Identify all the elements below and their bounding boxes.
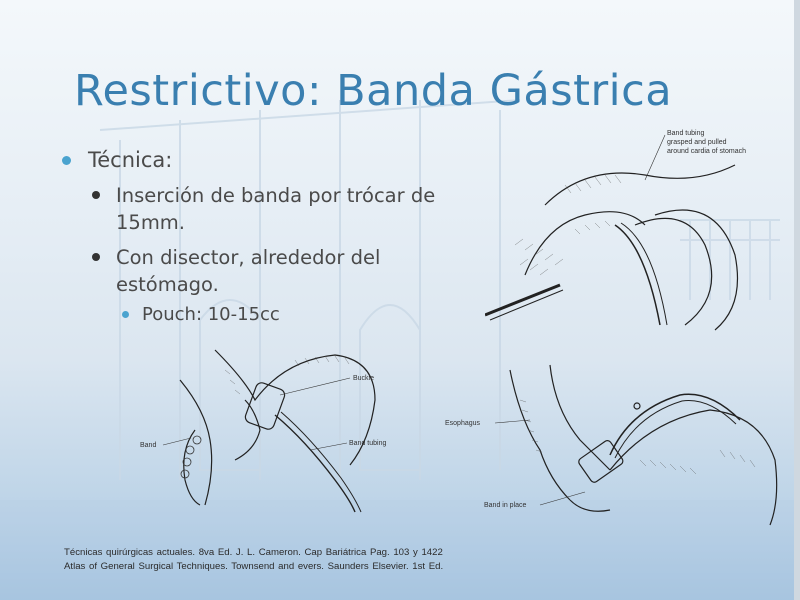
label-buckle: Buckle: [353, 375, 375, 382]
illustration-band-tubing-grasped: [485, 125, 785, 335]
label-band-in-place: Band in place: [484, 502, 527, 509]
slide-title: Restrictivo: Banda Gástrica: [74, 66, 673, 116]
label-grasped: grasped and pulled: [667, 139, 727, 146]
illustration-band-in-place: [440, 360, 785, 530]
bullet-list: [60, 146, 480, 328]
references: [64, 546, 443, 574]
reference-line-1: Técnicas quirúrgicas actuales. 8va Ed. J. L. Cameron. Cap Bariátrica Pag. 103 y 1422: [64, 547, 443, 558]
reference-line-2: Atlas of General Surgical Techniques. Townsend and evers. Saunders Elsevier. 1st Ed.: [64, 561, 444, 572]
label-band-tubing-left: Band tubing: [349, 440, 387, 447]
label-esophagus: Esophagus: [445, 420, 481, 427]
label-band: Band: [140, 442, 157, 449]
bullet-level3-pouch: Pouch: 10-15cc: [60, 302, 480, 328]
bullet-level2-insertion: Inserción de banda por trócar de 15mm.: [60, 182, 480, 236]
illustration-buckle-band: [135, 340, 405, 520]
label-band-tubing: Band tubing: [667, 130, 705, 137]
right-frame-edge: [794, 0, 800, 600]
bullet-level1: Técnica:: [60, 146, 480, 174]
label-around-cardia: around cardia of stomach: [667, 148, 746, 155]
bullet-level2-dissector: Con disector, alrededor del estómago.: [60, 244, 480, 298]
